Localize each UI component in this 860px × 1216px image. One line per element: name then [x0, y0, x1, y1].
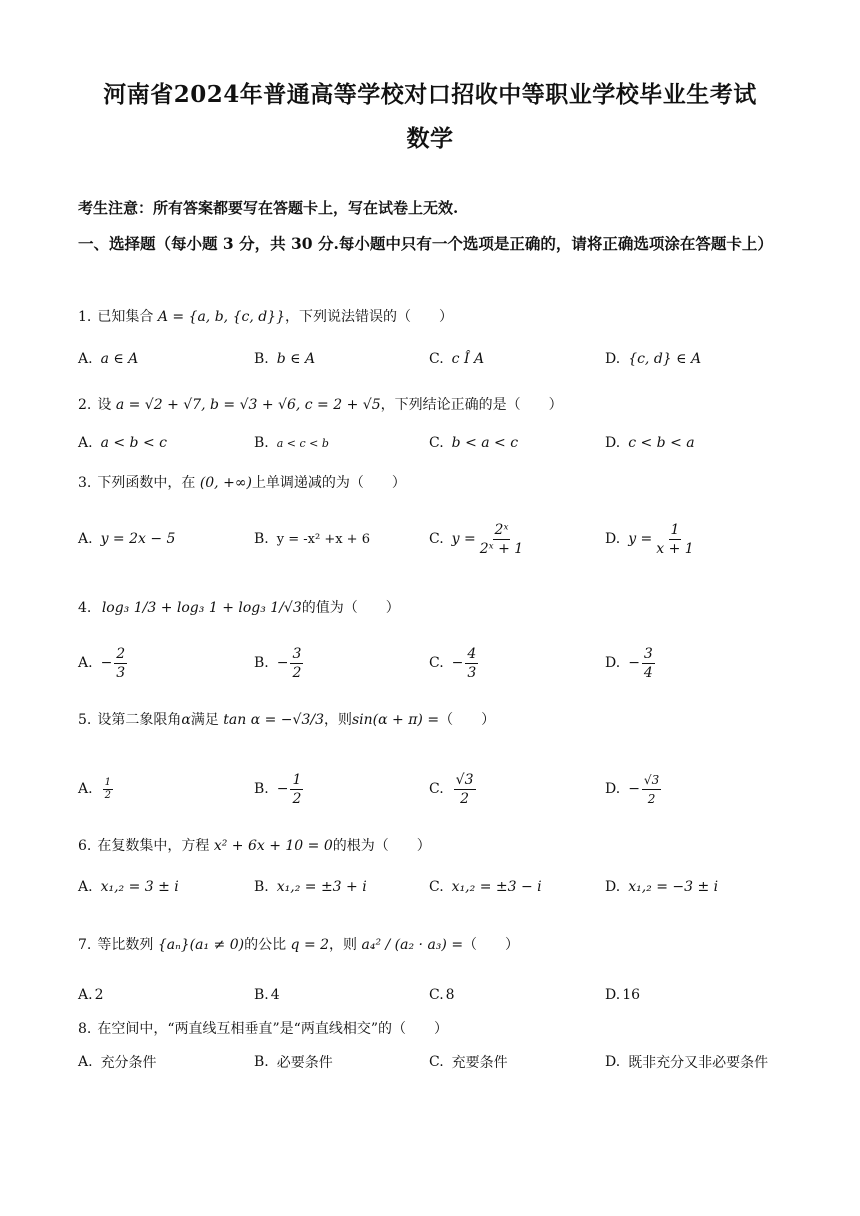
exam-title: 河南省2024年普通高等学校对口招收中等职业学校毕业生考试	[103, 81, 757, 108]
option-c[interactable]: C. 充要条件	[429, 1054, 508, 1071]
option-a[interactable]: A. a ∈ A	[78, 351, 139, 367]
option-c[interactable]: C. c Î A	[429, 351, 485, 367]
option-c[interactable]: C. − $\frac{4}{3}$	[429, 645, 477, 681]
option-b[interactable]: B. 必要条件	[254, 1054, 333, 1071]
question-3-options	[78, 514, 798, 564]
option-b[interactable]: B. − $\frac{1}{2}$	[254, 771, 302, 807]
option-a[interactable]: A. 2	[78, 987, 104, 1003]
question-2-options	[78, 418, 798, 468]
option-c[interactable]: C. $\frac{√3}{2}$	[429, 771, 474, 807]
exam-notice: 考生注意：所有答案都要写在答题卡上，写在试卷上无效.	[78, 199, 459, 217]
option-d[interactable]: D. c < b < a	[605, 435, 695, 451]
option-a[interactable]: A. $\frac{1}{2}$	[78, 776, 111, 801]
question-2: 2. 设 a = √2 + √7, b = √3 + √6, c = 2 + √5，下列结论正确的是（ ）	[78, 397, 563, 413]
question-4-math: log₃ 1/3 + log₃ 1 + log₃ 1/√3	[101, 600, 302, 616]
option-a[interactable]: A. − $\frac{2}{3}$	[78, 645, 126, 681]
question-5-math: tan α = −√3/3	[223, 712, 324, 728]
option-d[interactable]: D. − $\frac{√3}{2}$	[605, 772, 660, 806]
option-d[interactable]: D. y = $\frac{1}{x + 1}$	[605, 521, 694, 557]
question-7-options	[78, 972, 798, 1018]
option-b[interactable]: B. a < c < b	[254, 435, 329, 451]
option-d[interactable]: D. x₁,₂ = −3 ± i	[605, 879, 719, 895]
option-b[interactable]: B. x₁,₂ = ±3 + i	[254, 879, 367, 895]
question-3-math: (0, +∞)	[199, 475, 252, 491]
question-6: 6. 在复数集中，方程 x² + 6x + 10 = 0的根为（ ）	[78, 838, 431, 854]
question-6-math: x² + 6x + 10 = 0	[213, 838, 333, 854]
question-1-options	[78, 334, 798, 384]
option-d[interactable]: D. − $\frac{3}{4}$	[605, 645, 653, 681]
question-7: 7. 等比数列 {aₙ}(a₁ ≠ 0)的公比 q = 2，则 a₄² / (a₂ · a₃) =（ ）	[78, 937, 520, 953]
option-b[interactable]: B. y = -x² +x + 6	[254, 531, 370, 547]
option-b[interactable]: B. − $\frac{3}{2}$	[254, 645, 302, 681]
option-c[interactable]: C. 8	[429, 987, 455, 1003]
question-5-options	[78, 764, 798, 814]
option-b[interactable]: B. b ∈ A	[254, 351, 316, 367]
option-a[interactable]: A. 充分条件	[78, 1054, 157, 1071]
option-c[interactable]: C. x₁,₂ = ±3 − i	[429, 879, 542, 895]
question-1: 1. 已知集合 A = {a, b, {c, d}}，下列说法错误的（ ）	[78, 309, 453, 325]
option-a[interactable]: A. y = 2x − 5	[78, 531, 176, 547]
option-b[interactable]: B. 4	[254, 987, 280, 1003]
option-c[interactable]: C. y = $\frac{\text{2ˣ}}{\text{2ˣ + 1}}$	[429, 521, 524, 557]
question-6-options	[78, 862, 798, 912]
question-7-math: {aₙ}(a₁ ≠ 0)	[157, 937, 245, 953]
question-8-options	[78, 1040, 798, 1084]
question-4-options	[78, 638, 798, 688]
option-d[interactable]: D. 既非充分又非必要条件	[605, 1054, 769, 1071]
question-5: 5. 设第二象限角α满足 tan α = −√3/3，则sin(α + π) =（ ）	[78, 712, 496, 728]
exam-subject: 数学	[406, 125, 454, 152]
option-d[interactable]: D. 16	[605, 987, 641, 1003]
option-d[interactable]: D. {c, d} ∈ A	[605, 351, 702, 367]
option-a[interactable]: A. a < b < c	[78, 435, 167, 451]
option-a[interactable]: A. x₁,₂ = 3 ± i	[78, 879, 179, 895]
section-heading: 一、选择题（每小题 3 分，共 30 分.每小题中只有一个选项是正确的，请将正确选项涂在答题卡上）	[78, 234, 773, 253]
question-2-math: a = √2 + √7, b = √3 + √6, c = 2 + √5	[115, 397, 381, 413]
question-3: 3. 下列函数中，在 (0, +∞)上单调递减的为（ ）	[78, 475, 406, 491]
question-8: 8. 在空间中，“两直线互相垂直”是“两直线相交”的（ ）	[78, 1021, 448, 1037]
question-1-math: A = {a, b, {c, d}}	[157, 309, 285, 325]
option-c[interactable]: C. b < a < c	[429, 435, 519, 451]
question-4: 4. log₃ 1/3 + log₃ 1 + log₃ 1/√3的值为（ ）	[78, 600, 400, 616]
